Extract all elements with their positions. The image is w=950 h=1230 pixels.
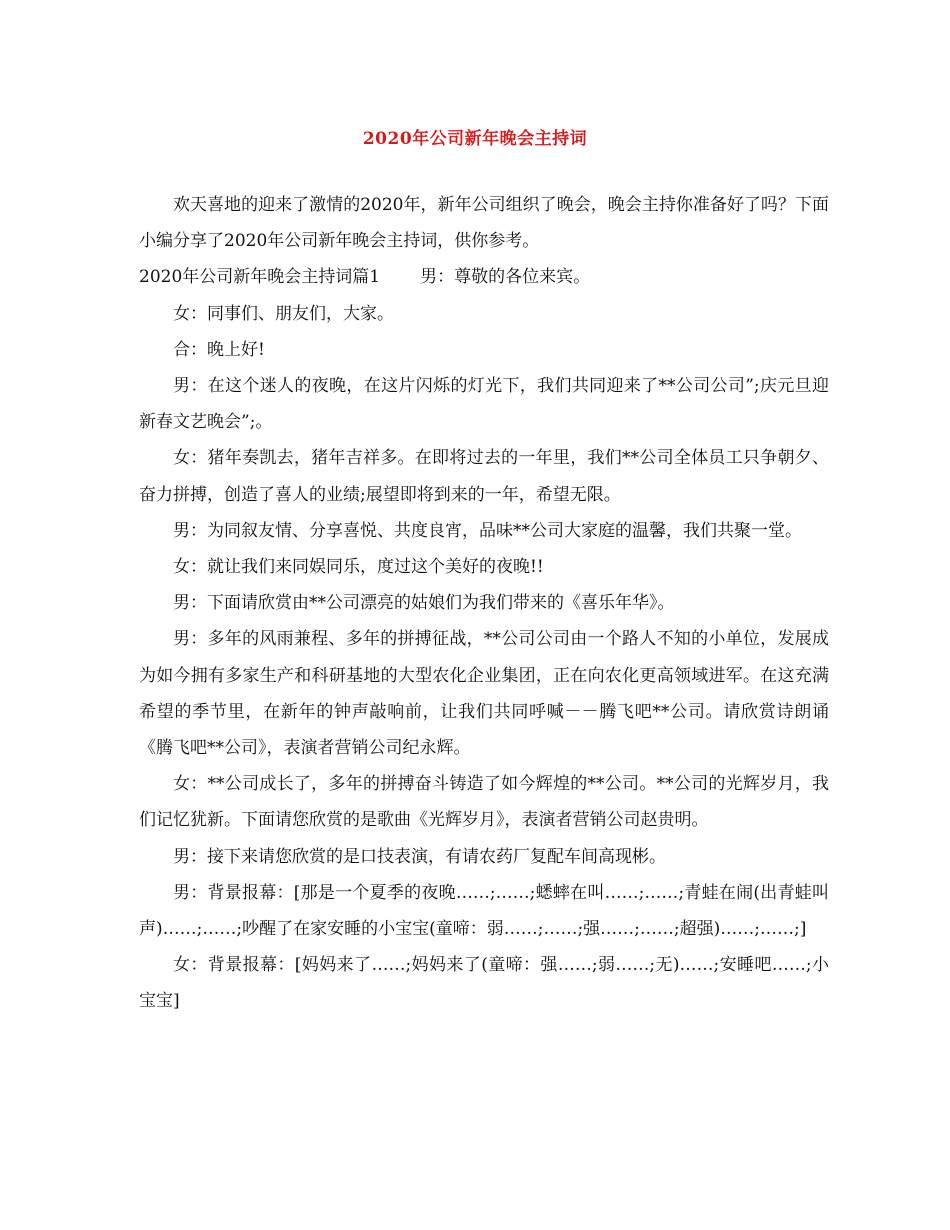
script-paragraph: 女：同事们、朋友们，大家。 — [173, 303, 394, 324]
section-heading-line — [139, 259, 829, 295]
script-paragraph: 合：晚上好! — [173, 339, 265, 360]
document-body — [139, 187, 829, 1020]
script-paragraph: 女：**公司成长了，多年的拼搏奋斗铸造了如今辉煌的**公司。**公司的光辉岁月，我们记忆犹新。下面请您欣赏的是歌曲《光辉岁月》，表演者营销公司赵贵明。 — [139, 774, 829, 831]
script-paragraph: 男：在这个迷人的夜晚，在这片闪烁的灯光下，我们共同迎来了**公司公司”;庆元旦迎新春文艺晚会”;。 — [139, 376, 829, 433]
script-paragraph: 男：下面请欣赏由**公司漂亮的姑娘们为我们带来的《喜乐年华》。 — [173, 593, 675, 614]
document-title: 2020年公司新年晚会主持词 — [362, 129, 588, 149]
section-first-line: 男：尊敬的各位来宾。 — [420, 267, 591, 288]
intro-paragraph: 欢天喜地的迎来了激情的2020年，新年公司组织了晚会，晚会主持你准备好了吗？下面小编分享了2020年公司新年晚会主持词，供你参考。 — [139, 195, 829, 252]
script-paragraph: 男：多年的风雨兼程、多年的拼搏征战，**公司公司由一个路人不知的小单位，发展成为如今拥有多家生产和科研基地的大型农化企业集团，正在向农化更高领域进军。在这充满希望的季节里，在新年的钟声敲响前，让我们共同呼喊－－腾飞吧**公司。请欣赏诗朗诵《腾飞吧**公司》，表演者营销公司纪永辉。 — [139, 629, 829, 759]
script-paragraph: 女：就让我们来同娱同乐，度过这个美好的夜晚!! — [173, 557, 544, 578]
script-paragraph: 女：背景报幕：[妈妈来了……;妈妈来了(童啼：强……;弱……;无)……;安睡吧……;小宝宝] — [139, 955, 829, 1012]
script-paragraph: 女：猪年奏凯去，猪年吉祥多。在即将过去的一年里，我们**公司全体员工只争朝夕、奋力拼搏，创造了喜人的业绩;展望即将到来的一年，希望无限。 — [139, 448, 829, 505]
script-paragraph: 男：为同叙友情、分享喜悦、共度良宵，品味**公司大家庭的温馨，我们共聚一堂。 — [173, 520, 802, 541]
script-paragraph: 男：接下来请您欣赏的是口技表演，有请农药厂复配车间高现彬。 — [173, 846, 666, 867]
section-heading: 2020年公司新年晚会主持词篇1 — [139, 267, 381, 288]
script-paragraph: 男：背景报幕：[那是一个夏季的夜晚……;……;蟋蟀在叫……;……;青蛙在闹(出青蛙叫声)……;……;吵醒了在家安睡的小宝宝(童啼：弱……;……;强……;……;超强)……;……;] — [139, 882, 829, 940]
